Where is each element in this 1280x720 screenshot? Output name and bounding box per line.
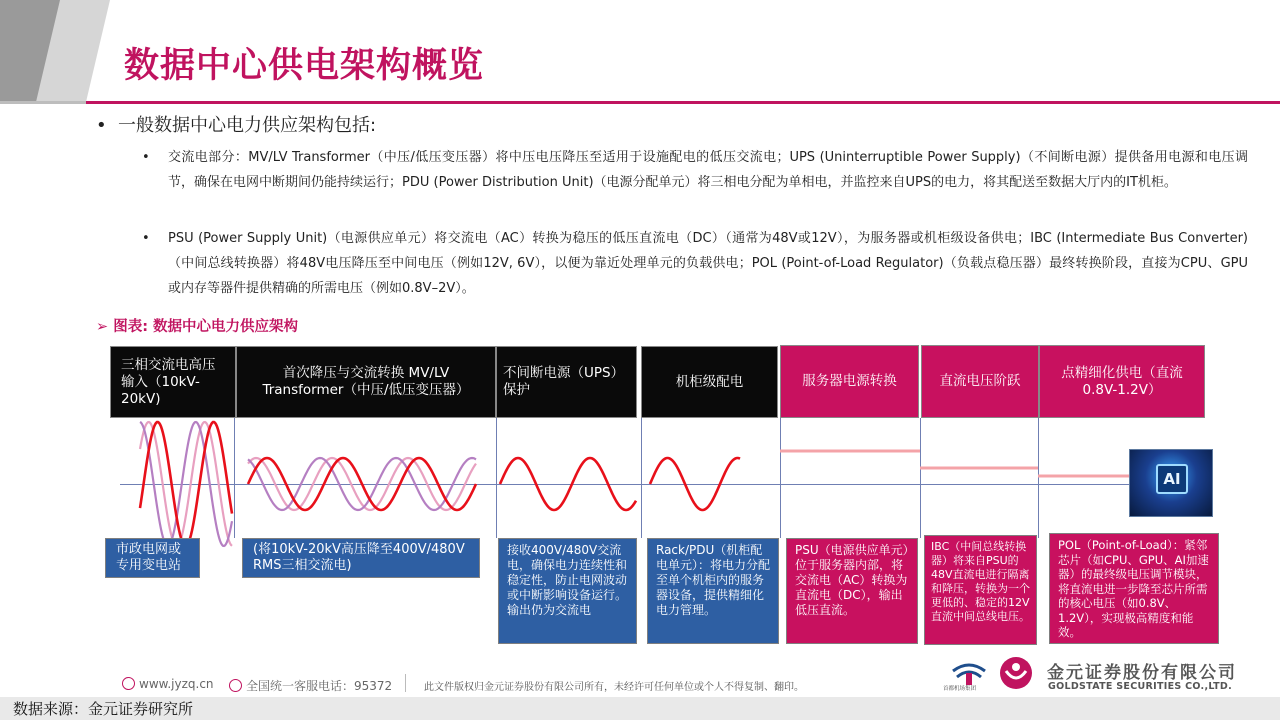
intro-bullet: • 一般数据中心电力供应架构包括:	[96, 115, 377, 136]
desc-pol: POL（Point-of-Load）：紧邻芯片（如CPU、GPU、AI加速器）的最终级电压调节模块，将直流电进一步降至芯片所需的核心电压（如0.8V、1.2V），实现极高精度和能效。	[1049, 533, 1219, 644]
globe-icon	[122, 677, 135, 690]
sub-bullet-ac-text: 交流电部分：MV/LV Transformer（中压/低压变压器）将中压电压降压至适用于设施配电的低压交流电；UPS (Uninterruptible Power Supply)（不间断电源）提供备用电源和电压调节，确保在电网中断期间仍能持续运行；PDU (Power Distribution Unit)（电源分配单元）将三相电分配为单相电，并监控来自UPS的电力，将其配送至数据大厅内的IT机柜。	[168, 150, 1248, 190]
desc-ibc: IBC（中间总线转换器）将来自PSU的48V直流电进行隔离和降压，转换为一个更低的、稳定的12V直流中间总线电压。	[924, 535, 1037, 645]
sub-bullet-dc-text: PSU (Power Supply Unit)（电源供应单元）将交流电（AC）转换为稳压的低压直流电（DC）（通常为48V或12V），为服务器或机柜级设备供电；IBC (Intermediate Bus Converter)（中间总线转换器）将48V电压降压至中间电压（例如12V, 6V），以便为靠近处理单元的负载供电；POL (Point-of-Load Regulator)（负载点稳压器）最终转换阶段，直接为CPU、GPU或内存等器件提供精确的所需电压（例如0.8V–2V）。	[168, 231, 1248, 296]
footer-website-text: www.jyzq.cn	[139, 677, 214, 691]
ai-chip-core: AI	[1156, 464, 1188, 494]
data-source: 数据来源：金元证券研究所	[13, 700, 194, 718]
stage-header-hv-input-text: 三相交流电高压输入（10kV-20kV)	[121, 356, 216, 407]
ups-wave-red	[500, 458, 636, 510]
stage-header-transformer-text: 首次降压与交流转换 MV/LV Transformer（中压/低压变压器）	[262, 365, 470, 398]
figure-caption: ➢ 图表: 数据中心电力供应架构	[96, 319, 299, 335]
footer-hotline-text: 全国统一客服电话：95372	[246, 679, 393, 693]
desc-ups: 接收400V/480V交流电，确保电力连续性和稳定性，防止电网波动或中断影响设备运行。输出仍为交流电	[498, 538, 637, 644]
footer-hotline	[229, 677, 392, 694]
ai-chip-image	[1129, 449, 1213, 517]
logo1-text: 首都机场集团	[943, 686, 977, 692]
rack-wave-red	[650, 458, 740, 510]
phone-icon	[229, 679, 242, 692]
lv-wave-red	[248, 458, 476, 510]
desc-rack: Rack/PDU（机柜配电单元）：将电力分配至单个机柜内的服务器设备，提供精细化电力管理。	[647, 538, 779, 644]
goldstate-logo-icon	[996, 655, 1036, 691]
brand-name-cn: 金元证券股份有限公司	[1047, 663, 1237, 683]
footer-separator	[405, 674, 406, 692]
stage-header-ibc-text: 直流电压阶跃	[939, 373, 1021, 389]
desc-hv-input: 市政电网或专用变电站	[105, 538, 200, 578]
desc-transformer: (将10kV-20kV高压降至400V/480V RMS三相交流电)	[242, 538, 480, 578]
brand-name-en: GOLDSTATE SECURITIES CO.,LTD.	[1048, 681, 1233, 692]
desc-psu: PSU（电源供应单元）位于服务器内部，将交流电（AC）转换为直流电（DC），输出低压直流。	[786, 538, 918, 644]
footer-copyright: 此文件版权归金元证券股份有限公司所有，未经许可任何单位或个人不得复制、翻印。	[424, 682, 804, 693]
intro-text: 一般数据中心电力供应架构包括:	[118, 115, 377, 136]
page-title: 数据中心供电架构概览	[124, 46, 485, 86]
stage-header-rack-text: 机柜级配电	[675, 373, 744, 390]
sub-bullet-dc: • PSU (Power Supply Unit)（电源供应单元）将交流电（AC）转换为稳压的低压直流电（DC）（通常为48V或12V），为服务器或机柜级设备供电；IBC (Intermediate Bus Converter)（中间总线转换器）将48V电压降压至中间电压（例如12V, 6V），以便为靠近处理单元的负载供电；POL (Point-of-Load Regulator)（负载点稳压器）最终转换阶段，直接为CPU、GPU或内存等器件提供精确的所需电压（例如0.8V–2V）。	[142, 226, 1248, 301]
stage-header-pol-text: 点精细化供电（直流0.8V-1.2V）	[1061, 364, 1183, 398]
stage-header-ups-text: 不间断电源（UPS）保护	[503, 365, 625, 398]
sub-bullet-ac: • 交流电部分：MV/LV Transformer（中压/低压变压器）将中压电压降压至适用于设施配电的低压交流电；UPS (Uninterruptible Power Supply)（不间断电源）提供备用电源和电压调节，确保在电网中断期间仍能持续运行；PDU (Power Distribution Unit)（电源分配单元）将三相电分配为单相电，并监控来自UPS的电力，将其配送至数据大厅内的IT机柜。	[142, 145, 1248, 195]
stage-header-psu-text: 服务器电源转换	[802, 373, 897, 389]
footer-website[interactable]	[122, 677, 214, 691]
